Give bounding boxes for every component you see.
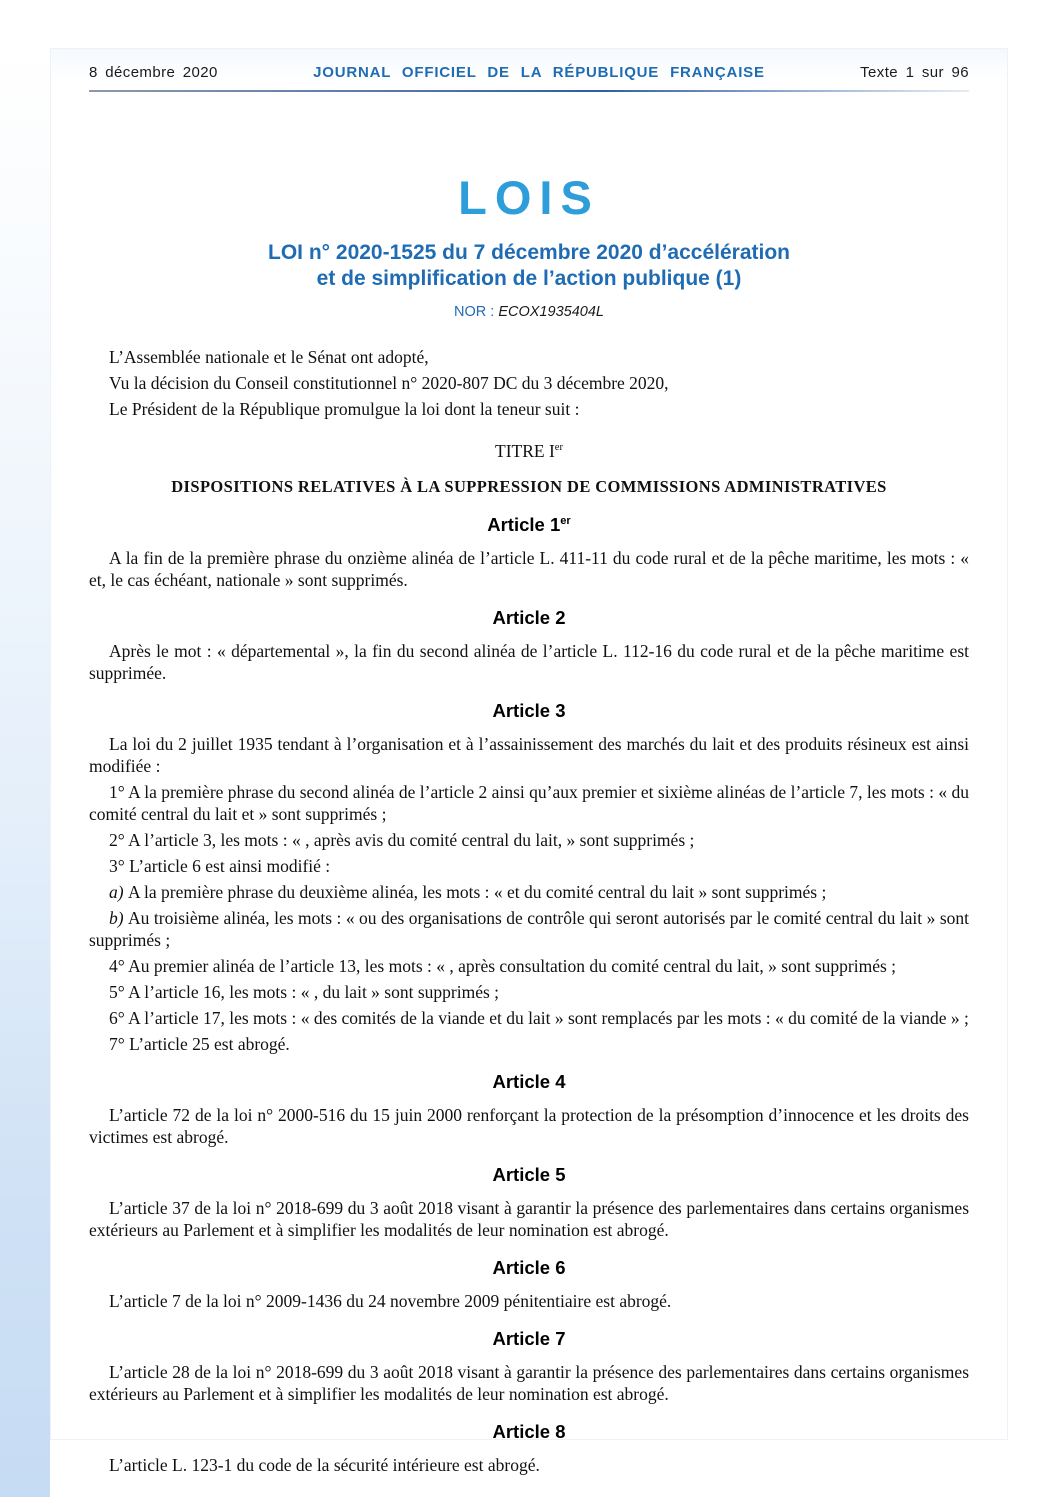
paragraph: 6° A l’article 17, les mots : « des comités de la viande et du lait » sont remplacés par les mots : « du comité de la viande » ; [109,1008,969,1028]
header-page-indicator: Texte 1 sur 96 [860,64,969,81]
paragraph: L’Assemblée nationale et le Sénat ont adopté, [109,347,429,367]
page-sheet [50,48,1008,1475]
paragraph: L’article L. 123-1 du code de la sécurité intérieure est abrogé. [109,1455,540,1475]
page-left-gradient [0,48,50,1497]
law-title [51,240,1007,292]
paragraph: L’article 28 de la loi n° 2018-699 du 3 août 2018 visant à garantir la présence des parlementaires dans certains organismes extérieurs au Parlement et à simplifier les modalités de leur nomination est abrogé. [89,1362,969,1404]
article-heading: Article 8 [492,1421,566,1442]
paragraph: L’article 37 de la loi n° 2018-699 du 3 août 2018 visant à garantir la présence des parlementaires dans certains organismes extérieurs au Parlement et à simplifier les modalités de leur nomination est abrogé. [89,1198,969,1240]
titre-heading: TITRE Ier [495,441,563,461]
nor-value: ECOX1935404L [498,304,604,320]
paragraph: A la fin de la première phrase du onzième alinéa de l’article L. 411-11 du code rural et de la pêche maritime, les mots : « et, le cas échéant, nationale » sont supprimés. [89,548,969,590]
paragraph: 1° A la première phrase du second alinéa de l’article 2 ainsi qu’aux premier et sixième alinéas de l’article 7, les mots : « du comité central du lait et » sont supprimés ; [89,782,969,824]
header-date: 8 décembre 2020 [89,64,218,81]
law-body [51,346,1007,1476]
paragraph: a) A la première phrase du deuxième alinéa, les mots : « et du comité central du lait » sont supprimés ; [109,882,827,902]
paragraph: 5° A l’article 16, les mots : « , du lait » sont supprimés ; [109,982,500,1002]
paragraph: 4° Au premier alinéa de l’article 13, les mots : « , après consultation du comité central du lait, » sont supprimés ; [109,956,897,976]
page-header [51,49,1007,81]
header-journal-title: JOURNAL OFFICIEL DE LA RÉPUBLIQUE FRANÇAISE [313,64,765,81]
header-rule [89,90,969,92]
paragraph: b) Au troisième alinéa, les mots : « ou des organisations de contrôle qui seront autorisés par le comité central du lait » sont supprimés ; [89,908,969,950]
article-heading: Article 7 [492,1328,566,1349]
section-title: LOIS [458,171,600,224]
paragraph: 3° L’article 6 est ainsi modifié : [109,856,331,876]
paragraph: Le Président de la République promulgue la loi dont la teneur suit : [109,399,580,419]
paragraph: 7° L’article 25 est abrogé. [109,1034,290,1054]
article-heading: Article 6 [492,1257,566,1278]
article-heading: Article 5 [492,1164,566,1185]
paragraph: L’article 72 de la loi n° 2000-516 du 15 juin 2000 renforçant la protection de la présomption d’innocence et les droits des victimes est abrogé. [89,1105,969,1147]
article-heading: Article 3 [492,700,566,721]
law-title-line2: et de simplification de l’action publique (1) [316,267,742,290]
article-heading: Article 2 [492,607,566,628]
nor-line [51,304,1007,320]
paragraph: L’article 7 de la loi n° 2009-1436 du 24 novembre 2009 pénitentiaire est abrogé. [109,1291,672,1311]
paragraph: La loi du 2 juillet 1935 tendant à l’organisation et à l’assainissement des marchés du lait et des produits résineux est ainsi modifiée : [89,734,969,776]
law-title-line1: LOI n° 2020-1525 du 7 décembre 2020 d’accélération [268,241,790,264]
paragraph: 2° A l’article 3, les mots : « , après avis du comité central du lait, » sont supprimés ; [109,830,695,850]
paragraph: Vu la décision du Conseil constitutionnel n° 2020-807 DC du 3 décembre 2020, [109,373,669,393]
paragraph: Après le mot : « départemental », la fin du second alinéa de l’article L. 112-16 du code rural et de la pêche maritime est supprimée. [89,641,969,683]
article-heading: Article 4 [492,1071,566,1092]
chapter-heading: DISPOSITIONS RELATIVES À LA SUPPRESSION DE COMMISSIONS ADMINISTRATIVES [171,477,887,496]
nor-label: NOR : [454,304,499,320]
article-heading: Article 1er [487,514,571,535]
